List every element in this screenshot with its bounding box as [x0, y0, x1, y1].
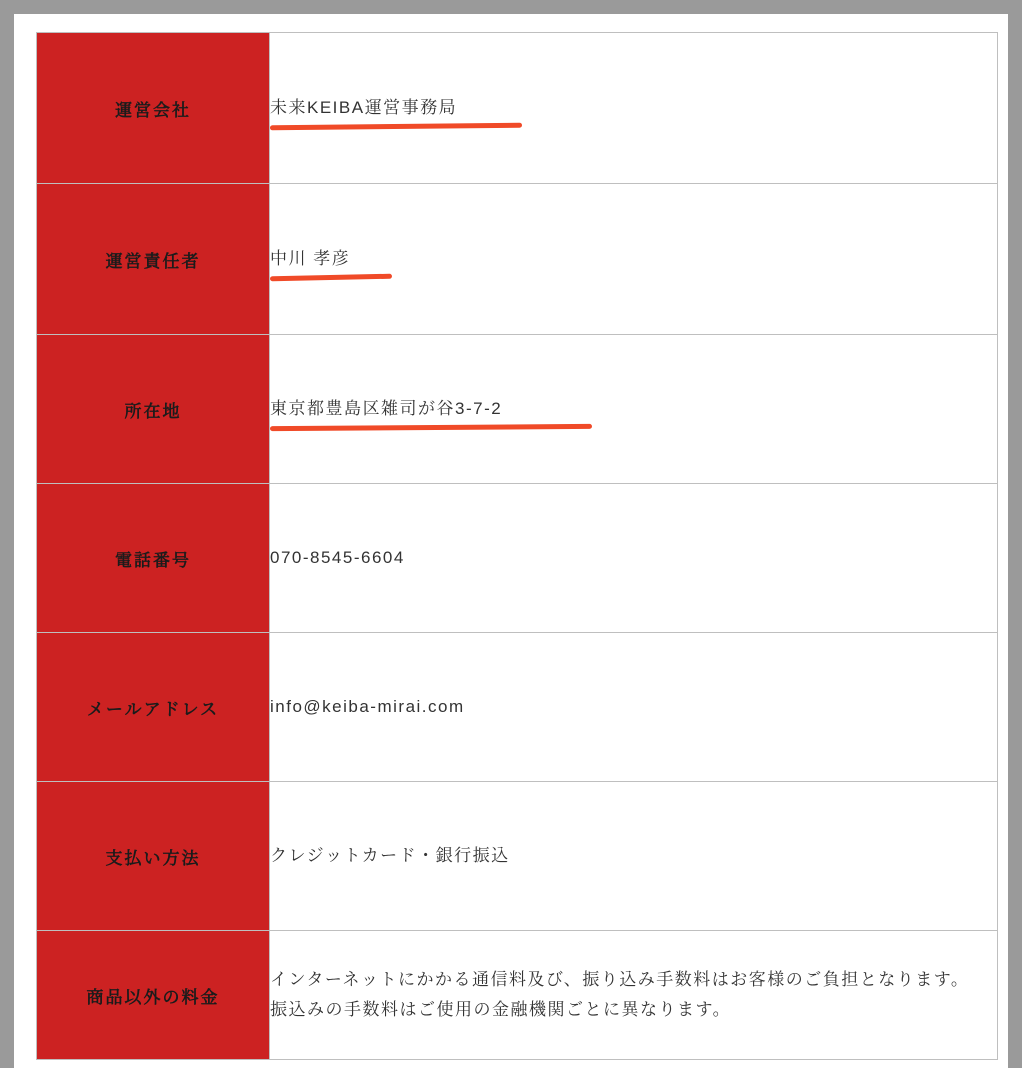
row-label-address: 所在地 — [37, 335, 270, 484]
row-value-payment-method: クレジットカード・銀行振込 — [270, 782, 998, 931]
info-table-wrapper — [36, 32, 996, 1060]
red-underline-annotation-icon — [270, 274, 392, 282]
table-row — [37, 33, 998, 184]
row-value-operating-company — [270, 33, 998, 184]
row-label-payment-method: 支払い方法 — [37, 782, 270, 931]
legal-info-table — [36, 32, 998, 1060]
table-row — [37, 782, 998, 931]
value-text: 中川 孝彦 — [270, 248, 351, 268]
red-underline-annotation-icon — [270, 123, 522, 131]
table-row — [37, 633, 998, 782]
red-underline-annotation-icon — [270, 424, 592, 431]
row-label-responsible-person: 運営責任者 — [37, 184, 270, 335]
row-label-email: メールアドレス — [37, 633, 270, 782]
table-row — [37, 484, 998, 633]
value-text: 未来KEIBA運営事務局 — [270, 97, 458, 117]
row-label-phone: 電話番号 — [37, 484, 270, 633]
table-row — [37, 184, 998, 335]
row-value-responsible-person — [270, 184, 998, 335]
table-row — [37, 931, 998, 1060]
row-value-phone: 070-8545-6604 — [270, 484, 998, 633]
document-page — [14, 14, 1008, 1068]
row-label-other-fees: 商品以外の料金 — [37, 931, 270, 1060]
row-label-operating-company: 運営会社 — [37, 33, 270, 184]
row-value-other-fees: インターネットにかかる通信料及び、振り込み手数料はお客様のご負担となります。振込みの手数料はご使用の金融機関ごとに異なります。 — [270, 931, 998, 1060]
table-row — [37, 335, 998, 484]
row-value-email: info@keiba-mirai.com — [270, 633, 998, 782]
row-value-address — [270, 335, 998, 484]
value-text: 東京都豊島区雑司が谷3-7-2 — [270, 398, 503, 418]
